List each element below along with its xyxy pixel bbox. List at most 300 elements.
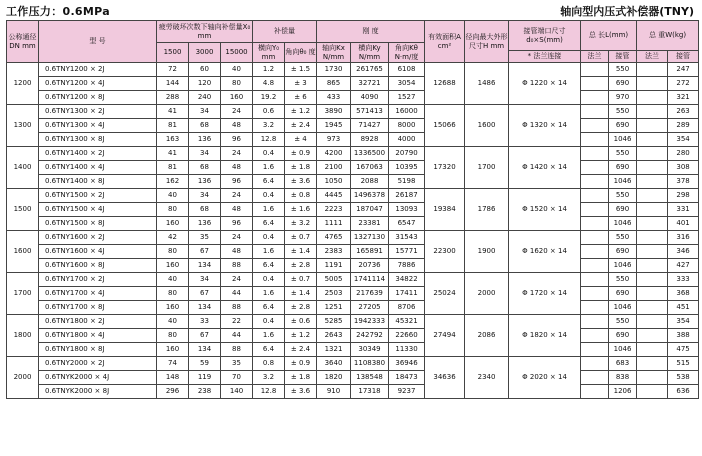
ka-cell: 31543: [389, 231, 425, 245]
ka-cell: 45321: [389, 315, 425, 329]
c2-cell: 67: [189, 287, 221, 301]
a-cell: ± 3.6: [285, 385, 317, 399]
c3-cell: 48: [221, 203, 253, 217]
ky-cell: 261765: [351, 63, 389, 77]
c3-cell: 88: [221, 301, 253, 315]
eff-area-cell: 22300: [425, 231, 465, 273]
dn-cell: 1300: [7, 105, 39, 147]
kx-cell: 865: [317, 77, 351, 91]
ky-cell: 242792: [351, 329, 389, 343]
conn-cell: Φ 1220 × 14: [509, 63, 581, 105]
ka-cell: 9237: [389, 385, 425, 399]
length-flange-cell: [581, 217, 609, 231]
length-pipe-cell: 550: [609, 315, 637, 329]
weight-pipe-cell: 247: [668, 63, 699, 77]
header-length-pipe: 接管: [609, 51, 637, 63]
length-pipe-cell: 550: [609, 273, 637, 287]
ka-cell: 8000: [389, 119, 425, 133]
table-row: [7, 385, 699, 399]
y-cell: 3.2: [253, 371, 285, 385]
header-stiffness: 刚 度: [317, 21, 425, 43]
model-cell: 0.6TNY1200 × 2J: [39, 63, 157, 77]
eff-area-cell: 25024: [425, 273, 465, 315]
length-pipe-cell: 690: [609, 287, 637, 301]
conn-cell: Φ 1320 × 14: [509, 105, 581, 147]
weight-flange-cell: [637, 287, 668, 301]
weight-pipe-cell: 427: [668, 259, 699, 273]
weight-flange-cell: [637, 357, 668, 371]
length-flange-cell: [581, 273, 609, 287]
table-row: [7, 301, 699, 315]
conn-cell: Φ 1420 × 14: [509, 147, 581, 189]
ky-cell: 1327130: [351, 231, 389, 245]
table-row: [7, 217, 699, 231]
table-row: [7, 357, 699, 371]
weight-flange-cell: [637, 161, 668, 175]
c3-cell: 24: [221, 189, 253, 203]
c1-cell: 160: [157, 343, 189, 357]
y-cell: 0.8: [253, 357, 285, 371]
kx-cell: 1050: [317, 175, 351, 189]
weight-flange-cell: [637, 231, 668, 245]
length-flange-cell: [581, 259, 609, 273]
table-row: [7, 245, 699, 259]
weight-pipe-cell: 280: [668, 147, 699, 161]
model-cell: 0.6TNY1400 × 8J: [39, 175, 157, 189]
c2-cell: 68: [189, 203, 221, 217]
c1-cell: 80: [157, 203, 189, 217]
a-cell: ± 0.7: [285, 273, 317, 287]
y-cell: 1.6: [253, 329, 285, 343]
ka-cell: 15771: [389, 245, 425, 259]
ka-cell: 22660: [389, 329, 425, 343]
length-pipe-cell: 550: [609, 63, 637, 77]
table-row: [7, 329, 699, 343]
c1-cell: 163: [157, 133, 189, 147]
weight-pipe-cell: 272: [668, 77, 699, 91]
length-flange-cell: [581, 161, 609, 175]
model-cell: 0.6TNYK2000 × 4J: [39, 371, 157, 385]
model-cell: 0.6TNY1300 × 8J: [39, 133, 157, 147]
a-cell: ± 1.2: [285, 329, 317, 343]
c2-cell: 35: [189, 231, 221, 245]
a-cell: ± 4: [285, 133, 317, 147]
ky-cell: 1496378: [351, 189, 389, 203]
c2-cell: 120: [189, 77, 221, 91]
y-cell: 3.2: [253, 119, 285, 133]
c1-cell: 80: [157, 329, 189, 343]
ka-cell: 34822: [389, 273, 425, 287]
model-cell: 0.6TNY1700 × 8J: [39, 301, 157, 315]
weight-flange-cell: [637, 329, 668, 343]
c1-cell: 41: [157, 147, 189, 161]
weight-pipe-cell: 316: [668, 231, 699, 245]
eff-area-cell: 27494: [425, 315, 465, 357]
spec-table: [6, 20, 699, 399]
y-cell: 4.8: [253, 77, 285, 91]
c1-cell: 160: [157, 301, 189, 315]
header-compensation: 补偿量: [253, 21, 317, 43]
weight-flange-cell: [637, 245, 668, 259]
weight-pipe-cell: 538: [668, 371, 699, 385]
weight-pipe-cell: 298: [668, 189, 699, 203]
header-weight-flange: 法兰: [637, 51, 668, 63]
table-row: [7, 175, 699, 189]
c1-cell: 288: [157, 91, 189, 105]
conn-cell: Φ 1820 × 14: [509, 315, 581, 357]
table-row: [7, 91, 699, 105]
kx-cell: 2503: [317, 287, 351, 301]
c2-cell: 34: [189, 147, 221, 161]
y-cell: 6.4: [253, 217, 285, 231]
header-conn: 接管端口尺寸d₀×S(mm): [509, 21, 581, 51]
weight-flange-cell: [637, 259, 668, 273]
length-pipe-cell: 1046: [609, 175, 637, 189]
kx-cell: 2643: [317, 329, 351, 343]
c2-cell: 134: [189, 259, 221, 273]
model-cell: 0.6TNY1600 × 2J: [39, 231, 157, 245]
a-cell: ± 2.4: [285, 119, 317, 133]
weight-flange-cell: [637, 77, 668, 91]
a-cell: ± 2.8: [285, 259, 317, 273]
kx-cell: 4765: [317, 231, 351, 245]
length-flange-cell: [581, 147, 609, 161]
length-pipe-cell: 550: [609, 147, 637, 161]
length-pipe-cell: 550: [609, 189, 637, 203]
y-cell: 0.6: [253, 105, 285, 119]
model-cell: 0.6TNY1500 × 8J: [39, 217, 157, 231]
kx-cell: 1191: [317, 259, 351, 273]
a-cell: ± 2.4: [285, 343, 317, 357]
ka-cell: 16000: [389, 105, 425, 119]
table-row: [7, 147, 699, 161]
length-flange-cell: [581, 357, 609, 371]
model-cell: 0.6TNY1400 × 4J: [39, 161, 157, 175]
ka-cell: 11330: [389, 343, 425, 357]
length-pipe-cell: 1206: [609, 385, 637, 399]
weight-pipe-cell: 636: [668, 385, 699, 399]
ka-cell: 13093: [389, 203, 425, 217]
model-cell: 0.6TNY1200 × 4J: [39, 77, 157, 91]
table-row: [7, 371, 699, 385]
ka-cell: 26187: [389, 189, 425, 203]
weight-flange-cell: [637, 203, 668, 217]
length-flange-cell: [581, 91, 609, 105]
c3-cell: 44: [221, 287, 253, 301]
table-row: [7, 315, 699, 329]
ka-cell: 8706: [389, 301, 425, 315]
table-row: [7, 343, 699, 357]
model-cell: 0.6TNY1700 × 2J: [39, 273, 157, 287]
weight-pipe-cell: 346: [668, 245, 699, 259]
c1-cell: 160: [157, 217, 189, 231]
diameter-cell: 1700: [465, 147, 509, 189]
ka-cell: 6108: [389, 63, 425, 77]
length-pipe-cell: 550: [609, 231, 637, 245]
model-cell: 0.6TNY1600 × 8J: [39, 259, 157, 273]
a-cell: ± 0.6: [285, 315, 317, 329]
conn-cell: Φ 1520 × 14: [509, 189, 581, 231]
c3-cell: 96: [221, 217, 253, 231]
header-cycle-3000: 3000: [189, 43, 221, 63]
model-cell: 0.6TNYK2000 × 8J: [39, 385, 157, 399]
weight-pipe-cell: 368: [668, 287, 699, 301]
header-stiff-ky: 横向Ky N/mm: [351, 43, 389, 63]
y-cell: 1.6: [253, 287, 285, 301]
length-pipe-cell: 690: [609, 161, 637, 175]
c3-cell: 96: [221, 133, 253, 147]
ka-cell: 36946: [389, 357, 425, 371]
model-cell: 0.6TNY1500 × 4J: [39, 203, 157, 217]
header-stiff-kx: 轴向Kx N/mm: [317, 43, 351, 63]
ky-cell: 17318: [351, 385, 389, 399]
weight-flange-cell: [637, 91, 668, 105]
c2-cell: 136: [189, 175, 221, 189]
c1-cell: 42: [157, 231, 189, 245]
kx-cell: 1820: [317, 371, 351, 385]
dn-cell: 1700: [7, 273, 39, 315]
header-length: 总 长L(mm): [581, 21, 637, 51]
weight-pipe-cell: 333: [668, 273, 699, 287]
length-pipe-cell: 1046: [609, 259, 637, 273]
y-cell: 19.2: [253, 91, 285, 105]
ky-cell: 23381: [351, 217, 389, 231]
weight-pipe-cell: 354: [668, 315, 699, 329]
weight-flange-cell: [637, 147, 668, 161]
spec-table-body: [7, 63, 699, 399]
length-pipe-cell: 690: [609, 203, 637, 217]
c3-cell: 88: [221, 259, 253, 273]
y-cell: 6.4: [253, 301, 285, 315]
y-cell: 1.6: [253, 245, 285, 259]
c3-cell: 24: [221, 147, 253, 161]
c1-cell: 74: [157, 357, 189, 371]
c3-cell: 24: [221, 273, 253, 287]
weight-pipe-cell: 331: [668, 203, 699, 217]
length-flange-cell: [581, 231, 609, 245]
weight-pipe-cell: 321: [668, 91, 699, 105]
weight-pipe-cell: 515: [668, 357, 699, 371]
working-pressure-title: 工作压力：0.6MPa: [6, 5, 110, 18]
c3-cell: 48: [221, 161, 253, 175]
a-cell: ± 1.2: [285, 105, 317, 119]
c2-cell: 34: [189, 273, 221, 287]
y-cell: 0.4: [253, 189, 285, 203]
header-length-flange: 法兰: [581, 51, 609, 63]
kx-cell: 3640: [317, 357, 351, 371]
ky-cell: 187047: [351, 203, 389, 217]
eff-area-cell: 34636: [425, 357, 465, 399]
c1-cell: 162: [157, 175, 189, 189]
header-eff-area: 有效面积A cm²: [425, 21, 465, 63]
model-cell: 0.6TNY1700 × 4J: [39, 287, 157, 301]
product-title: 轴向型内压式补偿器(TNY): [560, 5, 694, 18]
weight-flange-cell: [637, 189, 668, 203]
ky-cell: 1108380: [351, 357, 389, 371]
length-flange-cell: [581, 77, 609, 91]
header-fatigue: 疲劳破坏次数下轴向补偿量X₀ mm: [157, 21, 253, 43]
length-flange-cell: [581, 203, 609, 217]
header-angular: 角向θ₀ 度: [285, 43, 317, 63]
kx-cell: 1251: [317, 301, 351, 315]
weight-flange-cell: [637, 273, 668, 287]
c3-cell: 140: [221, 385, 253, 399]
c2-cell: 60: [189, 63, 221, 77]
kx-cell: 2223: [317, 203, 351, 217]
length-flange-cell: [581, 245, 609, 259]
length-flange-cell: [581, 329, 609, 343]
weight-pipe-cell: 378: [668, 175, 699, 189]
table-row: [7, 63, 699, 77]
y-cell: 6.4: [253, 259, 285, 273]
ky-cell: 32721: [351, 77, 389, 91]
c1-cell: 40: [157, 273, 189, 287]
length-flange-cell: [581, 105, 609, 119]
c2-cell: 134: [189, 301, 221, 315]
c1-cell: 144: [157, 77, 189, 91]
c3-cell: 88: [221, 343, 253, 357]
dn-cell: 1600: [7, 231, 39, 273]
length-pipe-cell: 550: [609, 105, 637, 119]
y-cell: 1.6: [253, 161, 285, 175]
c1-cell: 81: [157, 119, 189, 133]
length-pipe-cell: 683: [609, 357, 637, 371]
dn-cell: 1400: [7, 147, 39, 189]
length-pipe-cell: 690: [609, 119, 637, 133]
c2-cell: 238: [189, 385, 221, 399]
c1-cell: 80: [157, 245, 189, 259]
kx-cell: 1321: [317, 343, 351, 357]
weight-flange-cell: [637, 63, 668, 77]
eff-area-cell: 12688: [425, 63, 465, 105]
ky-cell: 167063: [351, 161, 389, 175]
c2-cell: 136: [189, 133, 221, 147]
c3-cell: 24: [221, 105, 253, 119]
ky-cell: 165891: [351, 245, 389, 259]
c3-cell: 96: [221, 175, 253, 189]
header-cycle-15000: 15000: [221, 43, 253, 63]
dn-cell: 1500: [7, 189, 39, 231]
model-cell: 0.6TNY1800 × 2J: [39, 315, 157, 329]
ka-cell: 6547: [389, 217, 425, 231]
model-cell: 0.6TNY2000 × 2J: [39, 357, 157, 371]
weight-pipe-cell: 289: [668, 119, 699, 133]
weight-pipe-cell: 475: [668, 343, 699, 357]
kx-cell: 973: [317, 133, 351, 147]
ka-cell: 1527: [389, 91, 425, 105]
kx-cell: 2100: [317, 161, 351, 175]
table-row: [7, 259, 699, 273]
weight-pipe-cell: 308: [668, 161, 699, 175]
y-cell: 0.4: [253, 231, 285, 245]
c3-cell: 44: [221, 329, 253, 343]
length-pipe-cell: 1046: [609, 217, 637, 231]
ky-cell: 20736: [351, 259, 389, 273]
ky-cell: 71427: [351, 119, 389, 133]
model-cell: 0.6TNY1800 × 4J: [39, 329, 157, 343]
c1-cell: 41: [157, 105, 189, 119]
header-stiff-ka: 角向Kθ N·m/度: [389, 43, 425, 63]
kx-cell: 2383: [317, 245, 351, 259]
a-cell: ± 1.8: [285, 371, 317, 385]
ka-cell: 4000: [389, 133, 425, 147]
c2-cell: 68: [189, 161, 221, 175]
length-pipe-cell: 1046: [609, 343, 637, 357]
ka-cell: 18473: [389, 371, 425, 385]
weight-flange-cell: [637, 371, 668, 385]
header-lateral-y: 横向Y₀ mm: [253, 43, 285, 63]
c3-cell: 160: [221, 91, 253, 105]
length-flange-cell: [581, 301, 609, 315]
diameter-cell: 1900: [465, 231, 509, 273]
c1-cell: 81: [157, 161, 189, 175]
a-cell: ± 0.9: [285, 357, 317, 371]
eff-area-cell: 19384: [425, 189, 465, 231]
c3-cell: 48: [221, 245, 253, 259]
ky-cell: 2088: [351, 175, 389, 189]
eff-area-cell: 15066: [425, 105, 465, 147]
c2-cell: 34: [189, 189, 221, 203]
length-flange-cell: [581, 189, 609, 203]
ky-cell: 138548: [351, 371, 389, 385]
a-cell: ± 1.5: [285, 63, 317, 77]
kx-cell: 5285: [317, 315, 351, 329]
kx-cell: 4200: [317, 147, 351, 161]
c1-cell: 40: [157, 189, 189, 203]
ka-cell: 17411: [389, 287, 425, 301]
weight-pipe-cell: 401: [668, 217, 699, 231]
a-cell: ± 0.8: [285, 189, 317, 203]
length-pipe-cell: 838: [609, 371, 637, 385]
kx-cell: 5005: [317, 273, 351, 287]
c2-cell: 67: [189, 329, 221, 343]
a-cell: ± 3: [285, 77, 317, 91]
c2-cell: 119: [189, 371, 221, 385]
ka-cell: 7886: [389, 259, 425, 273]
weight-pipe-cell: 263: [668, 105, 699, 119]
c2-cell: 136: [189, 217, 221, 231]
a-cell: ± 0.9: [285, 147, 317, 161]
model-cell: 0.6TNY1300 × 4J: [39, 119, 157, 133]
kx-cell: 1730: [317, 63, 351, 77]
weight-flange-cell: [637, 119, 668, 133]
length-flange-cell: [581, 133, 609, 147]
conn-cell: Φ 2020 × 14: [509, 357, 581, 399]
model-cell: 0.6TNY1200 × 8J: [39, 91, 157, 105]
c1-cell: 72: [157, 63, 189, 77]
y-cell: 12.8: [253, 385, 285, 399]
conn-cell: Φ 1720 × 14: [509, 273, 581, 315]
weight-flange-cell: [637, 385, 668, 399]
c1-cell: 148: [157, 371, 189, 385]
kx-cell: 4445: [317, 189, 351, 203]
length-flange-cell: [581, 63, 609, 77]
length-pipe-cell: 690: [609, 329, 637, 343]
table-row: [7, 105, 699, 119]
model-cell: 0.6TNY1500 × 2J: [39, 189, 157, 203]
ky-cell: 1741114: [351, 273, 389, 287]
table-row: [7, 231, 699, 245]
y-cell: 0.4: [253, 315, 285, 329]
length-flange-cell: [581, 371, 609, 385]
ka-cell: 10395: [389, 161, 425, 175]
c2-cell: 240: [189, 91, 221, 105]
c1-cell: 160: [157, 259, 189, 273]
c2-cell: 34: [189, 105, 221, 119]
table-row: [7, 77, 699, 91]
y-cell: 6.4: [253, 175, 285, 189]
c1-cell: 296: [157, 385, 189, 399]
